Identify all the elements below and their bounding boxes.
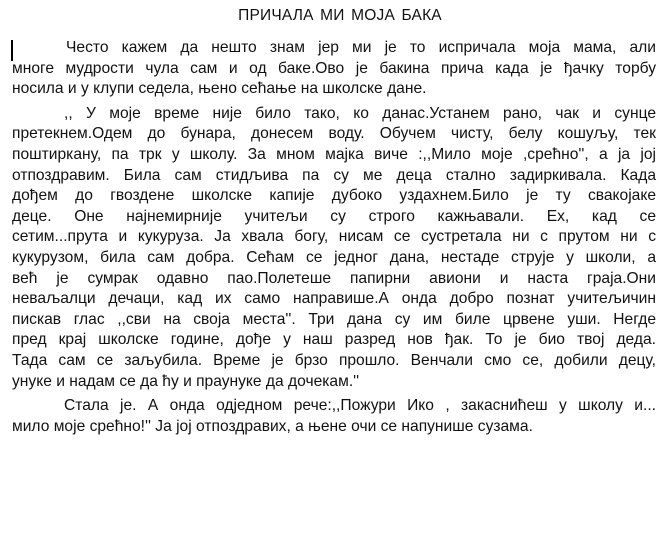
text-line: већ је сумрак одавно пао.Полетеше папирни авиони и наста граја.Они bbox=[12, 269, 656, 287]
text-line: пискав глас ,,сви на своја места''. Три дана су им биле црвене уши. Негде bbox=[12, 310, 656, 328]
text-line: пред крај школске године, дође у наш разред нов ђак. То је био твој деда. bbox=[12, 331, 656, 349]
text-line: ,, У моје време није било тако, ко данас.Устанем рано, чак и сунце bbox=[64, 104, 656, 122]
text-line: деце. Оне најнемирније учитељи су строго кажњавали. Ех, кад се bbox=[12, 207, 656, 225]
text-line: кукурузом, била сам добра. Сећам се једног дана, нестаде струје у школи, а bbox=[12, 248, 656, 266]
text-line: носила и у клупи седела, њено сећање на школске дане. bbox=[12, 80, 427, 98]
text-line: претекнем.Одем до бунара, донесем воду. Обучем чисту, белу кошуљу, тек bbox=[12, 125, 656, 143]
text-line: дођем до гвоздене школске капије дубоко уздахнем.Било је ту свакојаке bbox=[12, 187, 656, 205]
text-line: Тада сам се заљубила. Време је брзо прошло. Венчали смо се, добили децу, bbox=[12, 351, 656, 369]
document-body[interactable] bbox=[12, 38, 656, 441]
paragraph-3 bbox=[12, 396, 656, 437]
text-line: отпоздравим. Била сам стидљива па су ме деца стално задиркивала. Када bbox=[12, 166, 656, 184]
title-text: ПРИЧАЛА МИ МОЈА БАКА bbox=[238, 7, 442, 24]
text-line: Често кажем да нешто знам јер ми је то испричала моја мама, али bbox=[66, 39, 656, 56]
paragraph-1 bbox=[12, 38, 656, 100]
text-line: унуке и надам се да ћу и праунуке да дочекам.'' bbox=[12, 372, 360, 390]
document-title bbox=[0, 7, 662, 25]
text-line: неваљалци дечаци, кад их само направише.А онда добро познат учитељичин bbox=[12, 290, 656, 308]
text-line: Стала је. А онда одједном рече:,,Пожури Ико , закаснићеш у школу и... bbox=[64, 397, 656, 415]
text-line: мило моје срећно!'' Ја јој отпоздравих, а њене очи се напунише сузама. bbox=[12, 417, 533, 435]
paragraph-2 bbox=[12, 104, 656, 392]
text-line: поштиркану, па трк у школу. За мном мајка виче :,,Мило моје ,срећно'', а ја јој bbox=[12, 145, 656, 163]
text-line: сетим...прута и кукуруза. Ја хвала богу, нисам се сустретала ни с прутом ни с bbox=[12, 228, 656, 246]
text-line: многе мудрости чула сам и од баке.Ово је бакина прича када је ђачку торбу bbox=[12, 59, 656, 77]
